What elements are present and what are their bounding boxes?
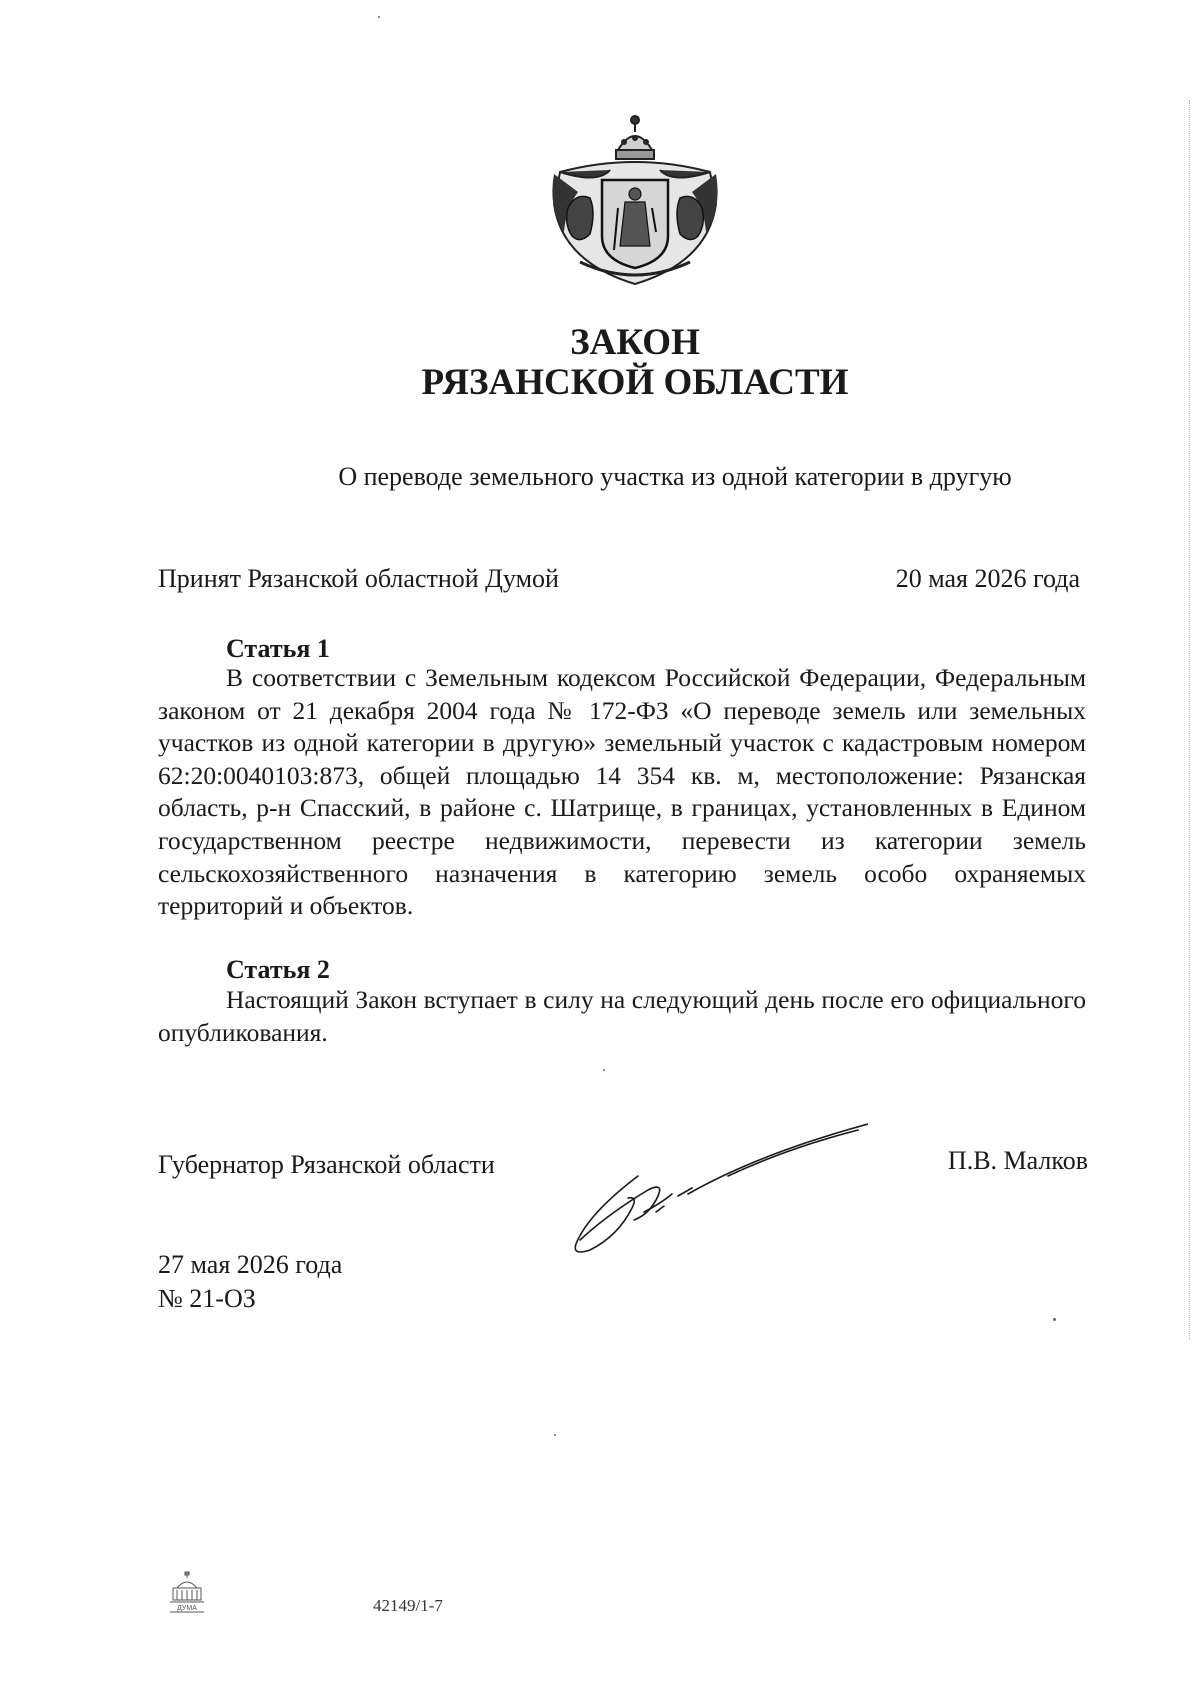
- scan-speck: [603, 1069, 605, 1071]
- signatory-name: П.В. Малков: [947, 1146, 1088, 1175]
- signing-date: 27 мая 2026 года: [158, 1250, 343, 1279]
- article-2-text: Настоящий Закон вступает в силу на следующий день после его официального опубликования.: [158, 985, 1086, 1047]
- scan-speck: [1053, 1318, 1056, 1321]
- article-1-heading: Статья 1: [226, 634, 330, 663]
- adoption-date: 20 мая 2026 года: [895, 564, 1080, 593]
- scan-edge-line: [1189, 100, 1191, 1340]
- law-region-title: РЯЗАНСКОЙ ОБЛАСТИ: [421, 362, 849, 403]
- handwritten-signature: [568, 1104, 868, 1264]
- duma-building-logo: [167, 1570, 207, 1614]
- duma-logo-text: ДУМА: [177, 1605, 197, 1612]
- law-number: № 21-ОЗ: [158, 1284, 256, 1313]
- adoption-label: Принят Рязанской областной Думой: [158, 564, 559, 593]
- document-registration-code: 42149/1-7: [373, 1596, 443, 1615]
- article-1-text: В соответствии с Земельным кодексом Российской Федерации, Федеральным законом от 21 декабря 2004 года № 172-ФЗ «О переводе земель или земельных участков из одной категории в другую» земельный участок с кадастровым номером 62:20:0040103:873, общей площадью 14 354 кв. м, местоположение: Рязанская область, р-н Спасский, в районе с. Шатрище, в границах, установленных в Едином государственном реестре недвижимости, перевести из категории земель сельскохозяйственного назначения в категорию земель особо охраняемых территорий и объектов.: [158, 663, 1086, 921]
- law-subject: О переводе земельного участка из одной категории в другую: [338, 462, 1012, 491]
- scan-speck: [554, 1434, 556, 1436]
- signatory-title: Губернатор Рязанской области: [158, 1150, 495, 1179]
- coat-of-arms-emblem: [540, 112, 730, 288]
- scan-speck: [378, 16, 380, 18]
- article-2-heading: Статья 2: [226, 955, 330, 984]
- law-title: ЗАКОН: [570, 322, 700, 363]
